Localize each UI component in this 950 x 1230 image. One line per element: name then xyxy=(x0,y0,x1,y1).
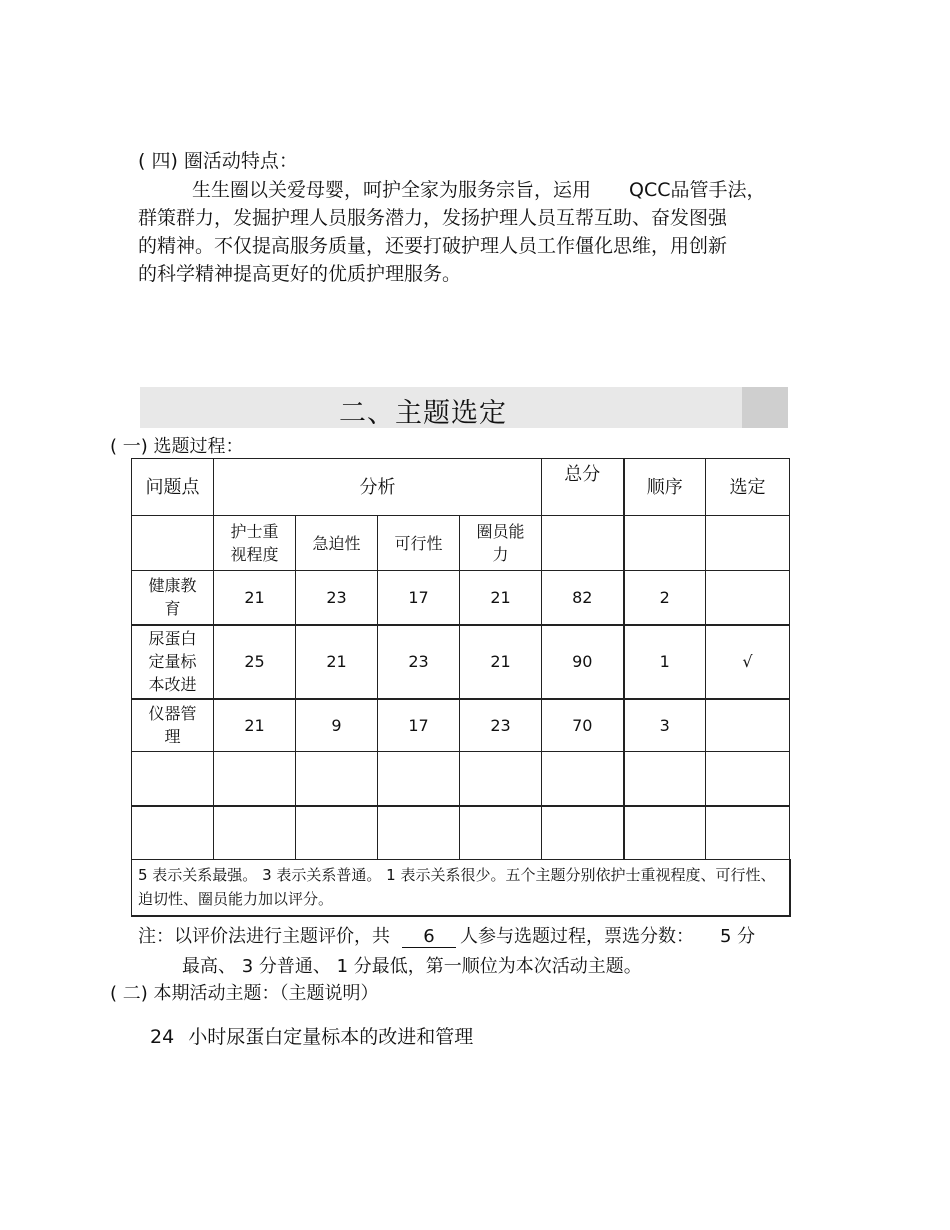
table-row xyxy=(132,699,790,752)
table-cell xyxy=(706,752,790,806)
cell-value: 23 xyxy=(296,571,378,625)
subheader-importance: 护士重 视程度 xyxy=(214,516,296,571)
subheader-urgency: 急迫性 xyxy=(296,516,378,571)
participant-count: 6 xyxy=(402,926,456,948)
cell-order: 3 xyxy=(624,699,706,752)
cell-value: 25 xyxy=(214,625,296,699)
table-cell xyxy=(214,806,296,860)
subheader-member-ability: 圈员能 力 xyxy=(460,516,542,571)
paragraph-line: 的科学精神提高更好的优质护理服务。 xyxy=(138,263,462,285)
table-cell xyxy=(378,752,460,806)
subsection-heading: ( 二) 本期活动主题：（主题说明） xyxy=(110,983,379,1004)
cell-order: 2 xyxy=(624,571,706,625)
header-analysis: 分析 xyxy=(214,459,542,516)
banner-decoration xyxy=(742,387,788,428)
table-cell xyxy=(706,806,790,860)
row-name: 健康教 育 xyxy=(132,571,214,625)
table-cell xyxy=(706,516,790,571)
table-cell xyxy=(378,806,460,860)
cell-value: 21 xyxy=(214,699,296,752)
table-cell xyxy=(624,516,706,571)
header-total: 总分 xyxy=(542,459,624,516)
paragraph-line: 生生圈以关爱母婴，呵护全家为服务宗旨，运用 QCC品管手法， xyxy=(192,179,766,201)
table-cell xyxy=(542,806,624,860)
header-selected: 选定 xyxy=(706,459,790,516)
table-cell xyxy=(132,752,214,806)
table-cell xyxy=(460,752,542,806)
table-cell xyxy=(542,752,624,806)
table-cell xyxy=(214,752,296,806)
activity-theme: 24 小时尿蛋白定量标本的改进和管理 xyxy=(150,1026,474,1048)
table-cell xyxy=(296,806,378,860)
cell-selected: √ xyxy=(706,625,790,699)
subheader-feasibility: 可行性 xyxy=(378,516,460,571)
cell-selected xyxy=(706,699,790,752)
banner-title: 二、主题选定 xyxy=(339,398,507,429)
table-cell xyxy=(624,752,706,806)
cell-value: 21 xyxy=(460,625,542,699)
paragraph-line: 群策群力，发掘护理人员服务潜力，发扬护理人员互帮互助、奋发图强 xyxy=(138,207,728,229)
cell-order: 1 xyxy=(624,625,706,699)
table-cell xyxy=(542,516,624,571)
cell-value: 9 xyxy=(296,699,378,752)
table-cell xyxy=(624,806,706,860)
cell-value: 21 xyxy=(214,571,296,625)
cell-total: 90 xyxy=(542,625,624,699)
cell-value: 21 xyxy=(460,571,542,625)
cell-total: 82 xyxy=(542,571,624,625)
table-legend: 5 表示关系最强。 3 表示关系普通。 1 表示关系很少。五个主题分别依护士重视程度、可行性、迫切性、圈员能力加以评分。 xyxy=(132,860,790,916)
table-cell xyxy=(132,516,214,571)
cell-value: 17 xyxy=(378,699,460,752)
table-row xyxy=(132,752,790,806)
header-order: 顺序 xyxy=(624,459,706,516)
topic-selection-table xyxy=(131,458,791,917)
section-banner xyxy=(140,387,788,428)
section-heading: ( 四) 圈活动特点： xyxy=(138,150,298,172)
table-cell xyxy=(296,752,378,806)
table-row xyxy=(132,625,790,699)
cell-value: 23 xyxy=(378,625,460,699)
cell-value: 17 xyxy=(378,571,460,625)
paragraph xyxy=(138,176,798,288)
cell-value: 23 xyxy=(460,699,542,752)
table-row xyxy=(132,806,790,860)
table-row xyxy=(132,571,790,625)
paragraph-line: 的精神。不仅提高服务质量，还要打破护理人员工作僵化思维，用创新 xyxy=(138,235,728,257)
row-name: 仪器管 理 xyxy=(132,699,214,752)
note-line: 最高、 3 分普通、 1 分最低，第一顺位为本次活动主题。 xyxy=(182,956,642,977)
cell-value: 21 xyxy=(296,625,378,699)
cell-selected xyxy=(706,571,790,625)
table-cell xyxy=(460,806,542,860)
table-cell xyxy=(132,806,214,860)
subsection-heading: ( 一) 选题过程： xyxy=(110,436,244,457)
header-problem: 问题点 xyxy=(132,459,214,516)
row-name: 尿蛋白 定量标 本改进 xyxy=(132,625,214,699)
cell-total: 70 xyxy=(542,699,624,752)
note-line: 注：以评价法进行主题评价，共 6 人参与选题过程，票选分数： 5 分 xyxy=(138,926,756,947)
